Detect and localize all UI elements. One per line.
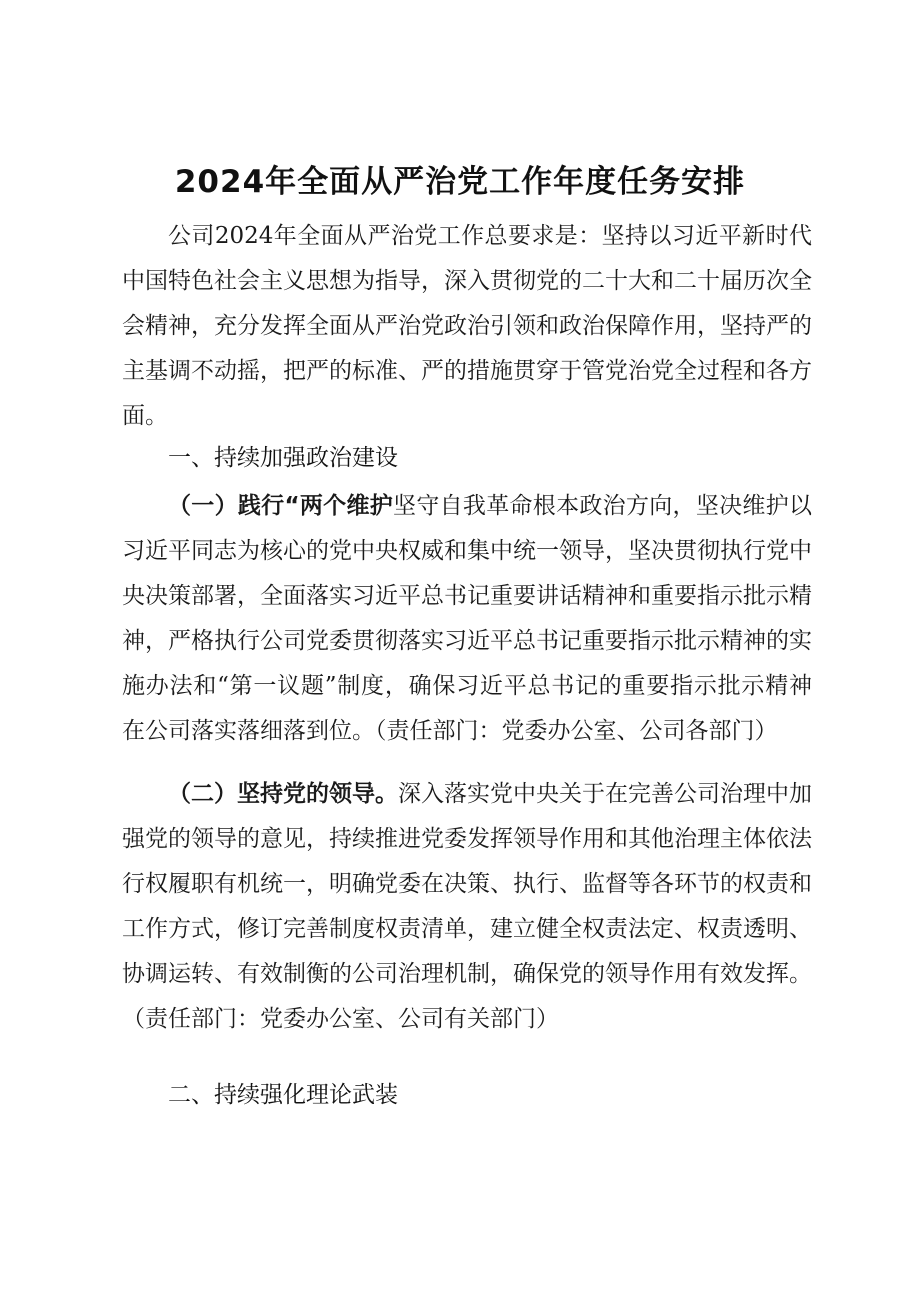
section-heading-2: 二、持续强化理论武装: [168, 1082, 398, 1108]
item-body-1: 坚守自我革命根本政治方向，坚决维护以习近平同志为核心的党中央权威和集中统一领导，坚决贯彻执行党中央决策部署，全面落实习近平总书记重要讲话精神和重要指示批示精神，严格执行公司党委贯彻落实习近平总书记重要指示批示精神的实施办法和“第一议题”制度，确保习近平总书记的重要指示批示精神在公司落实落细落到位。（责任部门：党委办公室、公司各部门）: [122, 493, 813, 744]
item-lead-2: （二）坚持党的领导。: [168, 781, 398, 807]
item-paragraph-1: [122, 484, 812, 754]
intro-paragraph: 公司2024年全面从严治党工作总要求是：坚持以习近平新时代中国特色社会主义思想为指导，深入贯彻党的二十大和二十届历次全会精神，充分发挥全面从严治党政治引领和政治保障作用，坚持严的主基调不动摇，把严的标准、严的措施贯穿于管党治党全过程和各方面。: [122, 223, 812, 429]
item-body-2: 深入落实党中央关于在完善公司治理中加强党的领导的意见，持续推进党委发挥领导作用和其他治理主体依法行权履职有机统一，明确党委在决策、执行、监督等各环节的权责和工作方式，修订完善制度权责清单，建立健全权责法定、权责透明、协调运转、有效制衡的公司治理机制，确保党的领导作用有效发挥。（责任部门：党委办公室、公司有关部门）: [122, 781, 812, 1032]
document-title: 2024年全面从严治党工作年度任务安排: [174, 164, 746, 200]
item-paragraph-2: [122, 772, 812, 1042]
item-lead-1: （一）践行“两个维护: [168, 493, 394, 519]
section-heading-1: 一、持续加强政治建设: [168, 445, 398, 471]
